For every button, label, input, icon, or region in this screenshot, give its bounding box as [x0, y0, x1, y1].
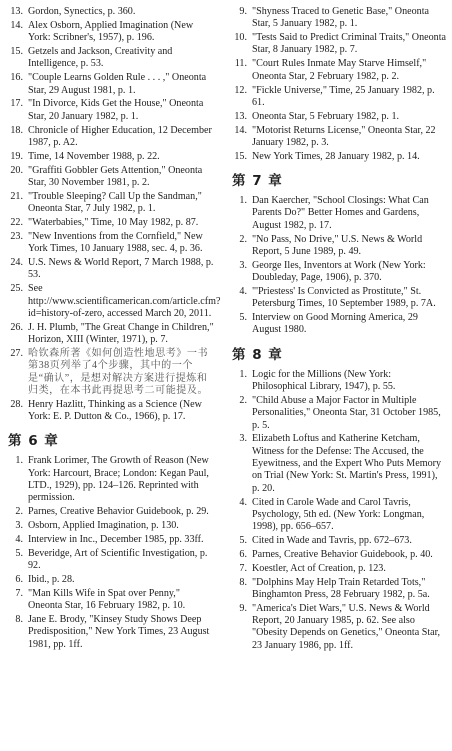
endnote-text: Oneonta Star, 5 February 1982, p. 1.: [252, 110, 400, 122]
endnote-text: See http://www.scientificamerican.com/article.cfm?id=history-of-zero, accessed March 20, 2011.: [28, 283, 221, 319]
endnote-text: Cited in Wade and Tavris, pp. 672–673.: [252, 535, 412, 546]
endnote-number: 22.: [10, 217, 23, 229]
endnote-number: 9.: [239, 602, 247, 614]
endnote-text: "America's Diet Wars," U.S. News & World Report, 20 January 1985, p. 62. See also "Obesity Depends on Genetics," Oneonta Star, 23 January 1986, pp. 1ff.: [252, 602, 441, 651]
endnote-number: 2.: [15, 506, 23, 518]
endnote-number: 26.: [10, 321, 23, 333]
endnote-number: 19.: [10, 150, 23, 162]
endnote-number: 1.: [15, 455, 23, 467]
endnote: [230, 58, 446, 83]
endnote: [230, 577, 446, 602]
endnote-text: J. H. Plumb, "The Great Change in Children," Horizon, XIII (Winter, 1971), p. 7.: [28, 321, 214, 346]
endnote-text: Elizabeth Loftus and Katherine Ketcham, Witness for the Defense: The Accused, the Eyewitness, and the Expert Who Puts Memory on Trial (New York: St. Martin's Press, 1991), p. 20.: [252, 433, 442, 494]
endnote-text: "Motorist Returns License," Oneonta Star, 22 January 1982, p. 3.: [252, 124, 436, 148]
endnote: [6, 98, 216, 123]
endnote: [6, 283, 221, 320]
endnote-text: "In Divorce, Kids Get the House," Oneonta Star, 20 January 1982, p. 1.: [28, 98, 204, 122]
endnote: [230, 111, 446, 123]
endnote-number: 23.: [10, 230, 23, 242]
endnote: [6, 6, 216, 18]
endnote-number: 14.: [10, 19, 23, 31]
endnote-text: Interview in Inc., December 1985, pp. 33ff.: [28, 533, 204, 545]
endnote-text: Cited in Carole Wade and Carol Tavris, Psychology, 5th ed. (New York: Longman, 1998), pp. 656–657.: [252, 496, 425, 533]
endnote: [230, 535, 446, 547]
endnote: [6, 257, 216, 282]
chapter-heading: 第 7 章: [232, 173, 283, 190]
endnote: [6, 20, 216, 45]
endnote: [230, 312, 446, 337]
endnote: [6, 574, 216, 586]
endnote-number: 12.: [234, 84, 247, 96]
endnote-number: 4.: [239, 496, 247, 508]
endnote-text: 哈钦森所著《如何创造性地思考》一书第38页列举了4个步骤，其中的一个是“确认”，是想对解决方案进行提炼和归类，在本书此再提思考二可能提及。: [28, 348, 209, 396]
endnote-text: Alex Osborn, Applied Imagination (New York: Scribner's, 1957), p. 196.: [28, 19, 194, 44]
endnote-text: Henry Hazlitt, Thinking as a Science (New York: E. P. Dutton & Co., 1966), p. 17.: [28, 398, 202, 423]
endnote-number: 3.: [239, 433, 247, 445]
endnote-number: 25.: [10, 283, 23, 295]
endnote-number: 8.: [239, 576, 247, 588]
endnote-text: New York Times, 28 January 1982, p. 14.: [252, 150, 420, 162]
endnote-text: George Iles, Inventors at Work (New York: Doubleday, Page, 1906), p. 370.: [252, 259, 426, 284]
endnote: [230, 125, 446, 150]
endnote-text: Jane E. Brody, "Kinsey Study Shows Deep Predisposition," New York Times, 23 August 1981, pp. 1ff.: [28, 614, 210, 650]
endnote: [6, 534, 216, 546]
endnote-number: 16.: [10, 72, 23, 84]
endnote: [6, 191, 216, 216]
endnote-number: 13.: [10, 6, 23, 17]
endnote-text: Interview on Good Morning America, 29 August 1980.: [252, 312, 418, 336]
endnote-text: Getzels and Jackson, Creativity and Intelligence, p. 53.: [28, 46, 173, 70]
endnote-number: 18.: [10, 124, 23, 136]
endnote-number: 3.: [15, 520, 23, 532]
endnote: [230, 603, 446, 652]
endnote: [6, 46, 216, 71]
endnote: [6, 455, 216, 504]
endnote-number: 17.: [10, 98, 23, 110]
endnote: [6, 588, 216, 613]
endnote: [6, 520, 216, 532]
endnote: [230, 85, 446, 110]
chapter-heading: 第 8 章: [232, 346, 283, 363]
endnote-text: "'Priestess' Is Convicted as Prostitute," St. Petersburg Times, 10 September 1989, p. 7A.: [252, 285, 436, 310]
endnote-number: 21.: [10, 190, 23, 202]
endnote-text: "Dolphins May Help Train Retarded Tots," Binghamton Press, 28 February 1982, p. 5a.: [252, 576, 430, 600]
endnote-number: 4.: [15, 533, 23, 545]
endnote-number: 2.: [239, 394, 247, 406]
endnote-number: 14.: [234, 124, 247, 136]
endnote-text: "Fickle Universe," Time, 25 January 1982, p. 61.: [252, 84, 435, 108]
endnote-text: Logic for the Millions (New York: Philosophical Library, 1947), p. 55.: [252, 368, 396, 393]
endnote-text: "Trouble Sleeping? Call Up the Sandman," Oneonta Star, 7 July 1982, p. 1.: [28, 190, 202, 215]
endnote: [230, 369, 446, 394]
endnote: [230, 563, 446, 575]
endnote: [6, 506, 216, 518]
endnote-number: 1.: [239, 368, 247, 380]
endnote: [6, 548, 216, 573]
endnote: [230, 497, 446, 534]
endnote-text: Beveridge, Art of Scientific Investigation, p. 92.: [28, 547, 208, 572]
endnote-text: U.S. News & World Report, 7 March 1988, p. 53.: [28, 257, 214, 281]
endnote-number: 27.: [10, 348, 23, 360]
endnote-number: 15.: [234, 150, 247, 162]
endnote-number: 5.: [239, 312, 247, 324]
endnote-text: "Shyness Traced to Genetic Base," Oneonta Star, 5 January 1982, p. 1.: [252, 6, 430, 30]
endnote-text: "Court Rules Inmate May Starve Himself," Oneonta Star, 2 February 1982, p. 2.: [252, 58, 427, 82]
notes-list: [230, 369, 446, 652]
notes-list: [6, 455, 216, 651]
endnote: [6, 399, 216, 424]
endnote: [230, 549, 446, 561]
endnote-text: Osborn, Applied Imagination, p. 130.: [28, 520, 179, 532]
endnote-number: 15.: [10, 46, 23, 58]
endnote: [230, 6, 446, 31]
endnote: [230, 151, 446, 163]
endnote-text: Chronicle of Higher Education, 12 December 1987, p. A2.: [28, 124, 212, 148]
endnote-text: "Man Kills Wife in Spat over Penny," Oneonta Star, 16 February 1982, p. 10.: [28, 587, 186, 612]
endnote-number: 13.: [234, 110, 247, 122]
endnote-number: 6.: [239, 548, 247, 560]
endnote: [6, 348, 216, 397]
endnote-number: 7.: [15, 587, 23, 599]
endnote-number: 2.: [239, 233, 247, 245]
endnote-text: "Waterbabies," Time, 10 May 1982, p. 87.: [28, 217, 199, 229]
endnote: [230, 433, 446, 494]
endnote-number: 5.: [15, 547, 23, 559]
endnote-number: 4.: [239, 285, 247, 297]
endnote-number: 5.: [239, 535, 247, 546]
endnote-text: Ibid., p. 28.: [28, 574, 75, 586]
left-column: [6, 6, 221, 653]
endnote: [6, 72, 216, 97]
endnote-number: 28.: [10, 398, 23, 410]
endnote-number: 6.: [15, 574, 23, 586]
endnote-number: 24.: [10, 257, 23, 269]
endnote-text: Gordon, Synectics, p. 360.: [28, 6, 136, 17]
endnote-number: 20.: [10, 164, 23, 176]
notes-list: [230, 6, 446, 163]
endnote-text: "Graffiti Gobbler Gets Attention," Oneonta Star, 30 November 1981, p. 2.: [28, 164, 203, 189]
endnote-text: "Tests Said to Predict Criminal Traits," Oneonta Star, 8 January 1982, p. 7.: [252, 32, 446, 56]
endnote: [230, 32, 446, 57]
endnote: [6, 125, 216, 150]
chapter-heading: 第 6 章: [8, 433, 59, 450]
endnote-text: Dan Kaercher, "School Closings: What Can Parents Do?" Better Homes and Gardens, August 1982, p. 17.: [252, 195, 429, 231]
endnote: [6, 322, 216, 347]
endnote-number: 1.: [239, 195, 247, 207]
endnote: [6, 165, 216, 190]
endnote-number: 7.: [239, 562, 247, 574]
endnote: [6, 217, 216, 229]
endnote: [6, 614, 216, 651]
endnote: [6, 231, 216, 256]
notes-list: [6, 6, 221, 423]
endnote-text: Parnes, Creative Behavior Guidebook, p. 29.: [28, 506, 209, 518]
endnote-text: "New Inventions from the Cornfield," New York Times, 10 January 1988, sec. 4, p. 36.: [28, 230, 203, 255]
endnote-text: Parnes, Creative Behavior Guidebook, p. 40.: [252, 548, 433, 560]
notes-list: [230, 195, 446, 337]
endnote-number: 9.: [239, 6, 247, 17]
endnote: [230, 260, 446, 285]
endnote-text: Frank Lorimer, The Growth of Reason (New York: Harcourt, Brace; London: Kegan Paul, LTD., 1929), pp. 124–126. Reprinted with permission.: [28, 455, 209, 504]
endnote: [6, 151, 216, 163]
endnote: [230, 195, 446, 232]
endnote-number: 11.: [234, 58, 247, 70]
endnote-text: Koestler, Act of Creation, p. 123.: [252, 562, 386, 574]
endnote: [230, 286, 446, 311]
endnote-text: "Couple Learns Golden Rule . . . ," Oneonta Star, 29 August 1981, p. 1.: [28, 72, 207, 96]
endnote-number: 8.: [15, 614, 23, 626]
endnote-text: "No Pass, No Drive," U.S. News & World Report, 5 June 1989, p. 49.: [252, 233, 423, 257]
endnote-text: Time, 14 November 1988, p. 22.: [28, 150, 160, 162]
endnote: [230, 234, 446, 259]
endnote: [230, 395, 446, 432]
endnote-number: 3.: [239, 259, 247, 271]
endnote-number: 10.: [234, 32, 247, 44]
endnote-text: "Child Abuse a Major Factor in Multiple Personalities," Oneonta Star, 31 October 1985, p. 5.: [252, 394, 441, 431]
right-column: [230, 6, 446, 654]
